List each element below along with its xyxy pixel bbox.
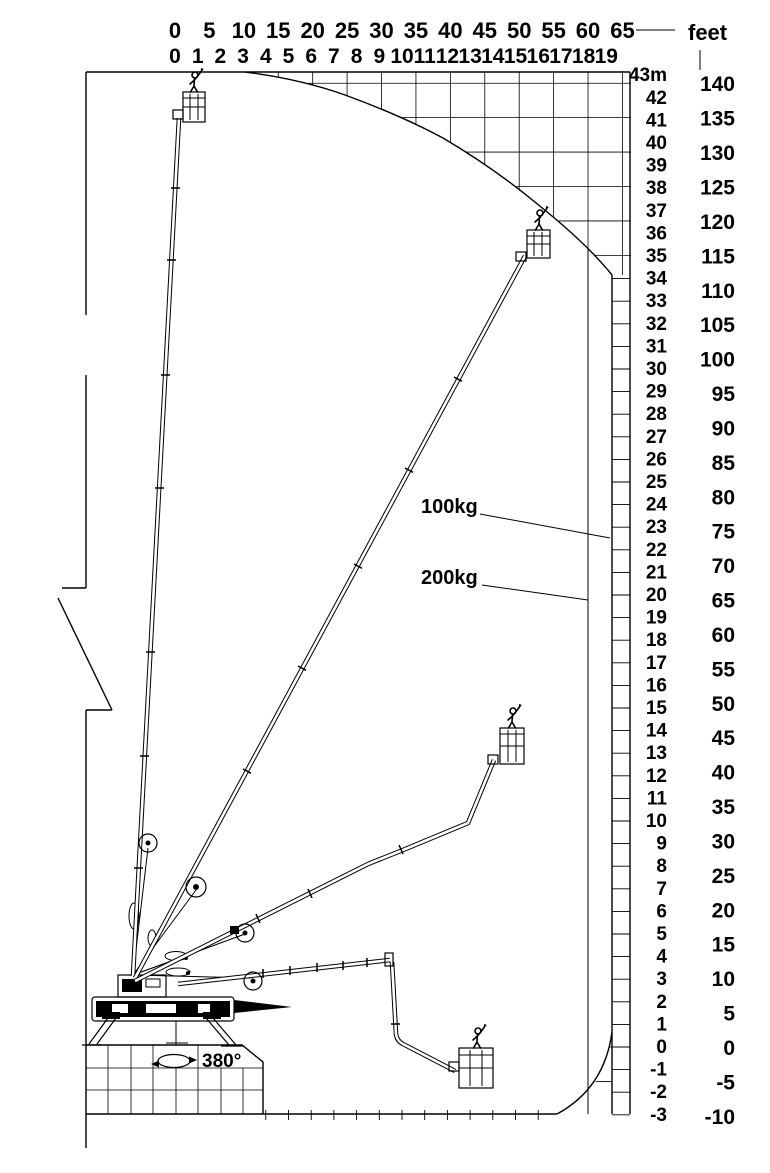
right-meter-tick-label: 12	[645, 765, 667, 787]
right-feet-tick-label: 10	[711, 968, 735, 992]
right-meter-tick-label: 34	[645, 268, 667, 290]
top-meter-tick-label: 2	[214, 45, 227, 68]
right-meter-tick-label: 4	[656, 946, 667, 968]
leader-100kg	[480, 514, 610, 538]
top-feet-scale	[169, 18, 635, 43]
right-meter-tick-label: 37	[645, 200, 667, 222]
top-meter-tick-label: 12	[435, 45, 460, 68]
right-meter-tick-label: -2	[650, 1082, 667, 1104]
basket-rails	[500, 730, 524, 762]
right-meter-tick-label: 16	[645, 675, 667, 697]
right-feet-tick-label: 25	[711, 864, 735, 888]
rotation-arrow-icon	[158, 1055, 190, 1068]
right-feet-scale	[700, 73, 735, 1129]
capacity-leaders	[480, 514, 610, 600]
envelope-arc-100kg	[245, 72, 612, 275]
top-feet-tick-label: 60	[575, 18, 601, 43]
right-feet-tick-label: -10	[704, 1105, 735, 1129]
chassis-slot	[112, 1004, 128, 1013]
right-meter-tick-label: 10	[645, 811, 667, 832]
right-feet-tick-label: 135	[699, 107, 735, 131]
top-meter-tick-label: 9	[373, 45, 386, 68]
envelope-bottom-curve	[557, 1032, 612, 1114]
stowed-support	[234, 1000, 292, 1013]
knuckle-pin	[243, 931, 248, 936]
right-feet-tick-label: 115	[701, 245, 735, 269]
linkage-fan-lines	[133, 848, 251, 978]
right-meter-tick-label: -1	[650, 1059, 667, 1081]
right-feet-tick-label: 70	[711, 555, 735, 579]
right-meter-tick-label: 35	[645, 246, 667, 267]
top-meter-tick-label: 17	[549, 45, 573, 68]
right-meter-tick-label: 14	[645, 720, 667, 742]
outrigger-hip-right	[203, 1012, 221, 1019]
right-meter-tick-label: 19	[645, 607, 667, 629]
top-feet-tick-label: 50	[506, 18, 532, 43]
right-meter-tick-label: 38	[645, 178, 667, 200]
top-meter-scale	[169, 45, 618, 68]
knuckle-pin	[193, 884, 199, 890]
right-meter-tick-label: 15	[645, 698, 667, 719]
top-feet-tick-label: 15	[266, 18, 291, 43]
right-meter-tick-label: 28	[645, 404, 667, 426]
right-meter-tick-label: 0	[656, 1037, 667, 1058]
right-feet-tick-label: 95	[711, 383, 735, 407]
right-meter-tick-label: 18	[645, 630, 667, 652]
top-meter-tick-label: 0	[169, 45, 181, 68]
right-meter-tick-label: 36	[645, 223, 667, 245]
right-meter-tick-label: 27	[645, 426, 667, 448]
right-meter-tick-label: 32	[645, 313, 667, 335]
right-feet-tick-label: 65	[711, 589, 735, 613]
feet-unit-label: feet	[688, 20, 728, 45]
right-meter-tick-label: 42	[645, 87, 667, 109]
basket-rails	[183, 94, 205, 120]
right-feet-tick-label: 60	[711, 623, 735, 647]
meter-ruler-strip	[612, 279, 630, 1115]
top-feet-tick-label: 10	[231, 18, 257, 43]
top-feet-tick-label: 40	[438, 18, 463, 43]
top-feet-tick-label: 25	[334, 18, 360, 43]
right-feet-tick-label: 55	[711, 658, 735, 682]
top-meter-tick-label: 7	[328, 45, 340, 68]
top-meter-tick-label: 6	[305, 45, 318, 68]
top-meter-tick-label: 8	[350, 45, 363, 68]
rotation-range-label: 380°	[202, 1051, 242, 1072]
right-feet-tick-label: 15	[711, 933, 735, 957]
working-envelope-outline	[86, 72, 612, 1114]
right-feet-tick-label: 85	[711, 451, 735, 475]
right-meter-tick-label: -3	[650, 1104, 667, 1126]
right-meter-tick-label: 8	[656, 856, 667, 878]
right-feet-tick-label: 75	[711, 520, 735, 544]
right-meter-tick-label: 11	[646, 788, 667, 810]
right-meter-tick-label: 23	[645, 517, 667, 539]
outrigger-right	[206, 1018, 243, 1046]
right-meter-tick-label: 39	[645, 155, 667, 177]
top-feet-tick-label: 0	[168, 18, 182, 43]
top-meter-tick-label: 3	[237, 45, 249, 68]
capacity-200kg-label: 200kg	[421, 567, 478, 589]
right-feet-tick-label: 0	[723, 1037, 735, 1060]
top-meter-tick-label: 14	[481, 45, 505, 68]
leader-200kg	[482, 585, 588, 600]
top-meter-tick-label: 18	[571, 45, 596, 68]
boom-position-diagonal	[135, 206, 550, 978]
boom-position-mid	[135, 704, 524, 981]
top-feet-tick-label: 55	[541, 18, 566, 43]
right-meter-tick-label: 41	[645, 110, 667, 132]
rotation-arrow-right	[189, 1057, 197, 1064]
right-feet-tick-label: -5	[716, 1071, 735, 1095]
right-meter-tick-label: 17	[645, 652, 667, 674]
knuckle-pin	[251, 979, 256, 984]
right-meter-tick-label: 25	[645, 472, 667, 493]
outrigger-hip-left	[102, 1012, 120, 1019]
right-feet-tick-label: 130	[699, 142, 735, 166]
ground-meter-ticks	[266, 1110, 538, 1120]
right-feet-tick-label: 120	[699, 210, 735, 234]
top-feet-tick-label: 45	[472, 18, 498, 43]
operator-icon	[508, 704, 522, 728]
right-feet-tick-label: 50	[711, 692, 735, 716]
top-feet-tick-label: 5	[203, 18, 216, 43]
right-meter-tick-label: 13	[645, 743, 667, 765]
right-meter-tick-label: 43m	[628, 65, 667, 87]
right-feet-tick-label: 45	[711, 727, 735, 751]
right-meter-tick-label: 29	[645, 381, 667, 403]
right-feet-tick-label: 110	[701, 279, 735, 303]
right-feet-tick-label: 105	[699, 314, 735, 338]
basket-rails	[459, 1050, 493, 1086]
right-feet-tick-label: 5	[723, 1002, 735, 1026]
top-meter-tick-label: 10	[390, 45, 414, 68]
right-meter-tick-label: 3	[656, 969, 667, 991]
chassis-slot	[146, 1004, 176, 1013]
rotation-arrow-left	[151, 1061, 159, 1068]
right-feet-tick-label: 35	[711, 796, 735, 820]
top-meter-tick-label: 19	[594, 45, 618, 68]
right-meter-tick-label: 31	[645, 336, 667, 358]
right-meter-tick-label: 5	[656, 924, 667, 945]
operator-icon	[473, 1024, 487, 1048]
operator-icon	[535, 206, 549, 230]
basket-rails	[527, 232, 550, 256]
right-feet-tick-label: 40	[711, 761, 735, 785]
boom-position-vertical	[133, 68, 205, 976]
right-meter-tick-label: 1	[656, 1014, 667, 1036]
right-meter-tick-label: 21	[645, 562, 667, 584]
knuckle-bracket	[230, 926, 239, 934]
link-pin	[186, 971, 190, 975]
right-feet-tick-label: 80	[711, 486, 735, 510]
right-meter-tick-label: 30	[645, 359, 667, 380]
right-feet-tick-label: 100	[699, 348, 735, 372]
outrigger-left	[82, 1018, 116, 1045]
top-meter-tick-label: 11	[413, 45, 436, 68]
right-meter-tick-label: 7	[656, 878, 667, 900]
top-meter-tick-label: 1	[191, 45, 204, 68]
top-feet-tick-label: 20	[300, 18, 325, 43]
right-feet-tick-label: 90	[711, 417, 735, 441]
right-meter-tick-label: 9	[656, 833, 667, 855]
basket-bracket	[173, 110, 183, 119]
top-meter-tick-label: 5	[282, 45, 295, 68]
top-feet-tick-label: 65	[610, 18, 635, 43]
top-meter-tick-label: 16	[526, 45, 550, 68]
right-meter-tick-label: 40	[645, 133, 667, 154]
right-meter-tick-label: 26	[645, 449, 667, 471]
right-meter-tick-label: 20	[645, 585, 667, 606]
top-meter-tick-label: 4	[259, 45, 272, 68]
chassis-slot	[198, 1004, 210, 1013]
top-meter-tick-label: 13	[458, 45, 482, 68]
top-meter-tick-label: 15	[503, 45, 528, 68]
right-feet-tick-label: 125	[699, 176, 735, 200]
turret-detail	[146, 979, 160, 987]
left-border-break	[58, 72, 112, 1148]
right-meter-scale	[629, 65, 667, 1126]
capacity-100kg-label: 100kg	[421, 496, 478, 518]
top-feet-tick-label: 35	[403, 18, 429, 43]
right-meter-tick-label: 33	[645, 291, 667, 313]
top-feet-tick-label: 30	[369, 18, 394, 43]
right-feet-tick-label: 30	[711, 830, 735, 854]
knuckle-pin	[146, 841, 151, 846]
right-meter-tick-label: 24	[645, 494, 667, 516]
right-feet-tick-label: 140	[699, 73, 735, 97]
right-meter-tick-label: 6	[656, 901, 667, 923]
right-feet-tick-label: 20	[711, 899, 735, 923]
right-meter-tick-label: 22	[645, 539, 667, 561]
background-grid	[175, 71, 631, 1117]
right-meter-tick-label: 2	[656, 991, 667, 1013]
